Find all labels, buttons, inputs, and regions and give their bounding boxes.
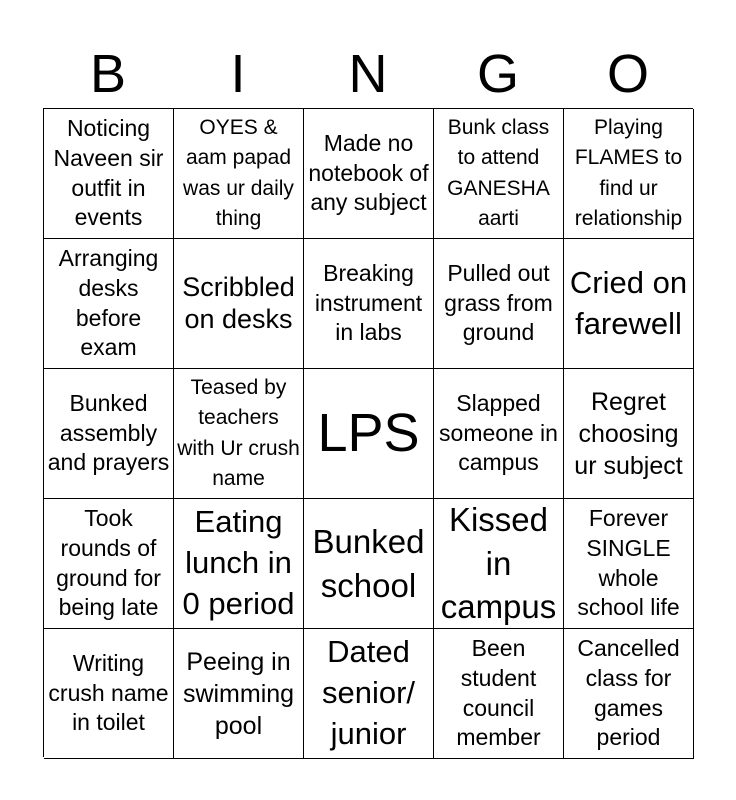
bingo-cell[interactable]: Slapped someone in campus — [434, 369, 564, 499]
bingo-cell[interactable]: Bunk class to attend GANESHA aarti — [434, 109, 564, 239]
header-letter-b: B — [89, 44, 127, 104]
bingo-cell[interactable]: Pulled out grass from ground — [434, 239, 564, 369]
bingo-cell[interactable]: Noticing Naveen sir outfit in events — [44, 109, 174, 239]
bingo-cell[interactable]: OYES & aam papad was ur daily thing — [174, 109, 304, 239]
bingo-cell[interactable]: Made no notebook of any subject — [304, 109, 434, 239]
bingo-cell[interactable]: Teased by teachers with Ur crush name — [174, 369, 304, 499]
bingo-cell[interactable]: Breaking instrument in labs — [304, 239, 434, 369]
bingo-cell[interactable]: Dated senior/ junior — [304, 629, 434, 759]
bingo-cell[interactable]: Bunked assembly and prayers — [44, 369, 174, 499]
bingo-cell[interactable]: Playing FLAMES to find ur relationship — [564, 109, 694, 239]
bingo-cell[interactable]: Writing crush name in toilet — [44, 629, 174, 759]
header-letter-g: G — [476, 44, 519, 104]
bingo-grid — [43, 108, 693, 757]
bingo-cell[interactable]: Bunked school — [304, 499, 434, 629]
header-letter-n: N — [348, 44, 388, 104]
bingo-header — [43, 40, 693, 108]
bingo-cell[interactable]: Forever SINGLE whole school life — [564, 499, 694, 629]
bingo-cell[interactable]: Been student council member — [434, 629, 564, 759]
bingo-cell[interactable]: Cried on farewell — [564, 239, 694, 369]
bingo-cell[interactable]: Scribbled on desks — [174, 239, 304, 369]
bingo-cell[interactable]: Took rounds of ground for being late — [44, 499, 174, 629]
header-letter-i: I — [230, 44, 246, 104]
bingo-cell[interactable]: Kissed in campus — [434, 499, 564, 629]
free-space[interactable]: LPS — [304, 369, 434, 499]
bingo-cell[interactable]: Peeing in swimming pool — [174, 629, 304, 759]
bingo-cell[interactable]: Arranging desks before exam — [44, 239, 174, 369]
header-letter-o: O — [606, 44, 649, 104]
bingo-cell[interactable]: Regret choosing ur subject — [564, 369, 694, 499]
bingo-cell[interactable]: Cancelled class for games period — [564, 629, 694, 759]
bingo-cell[interactable]: Eating lunch in 0 period — [174, 499, 304, 629]
